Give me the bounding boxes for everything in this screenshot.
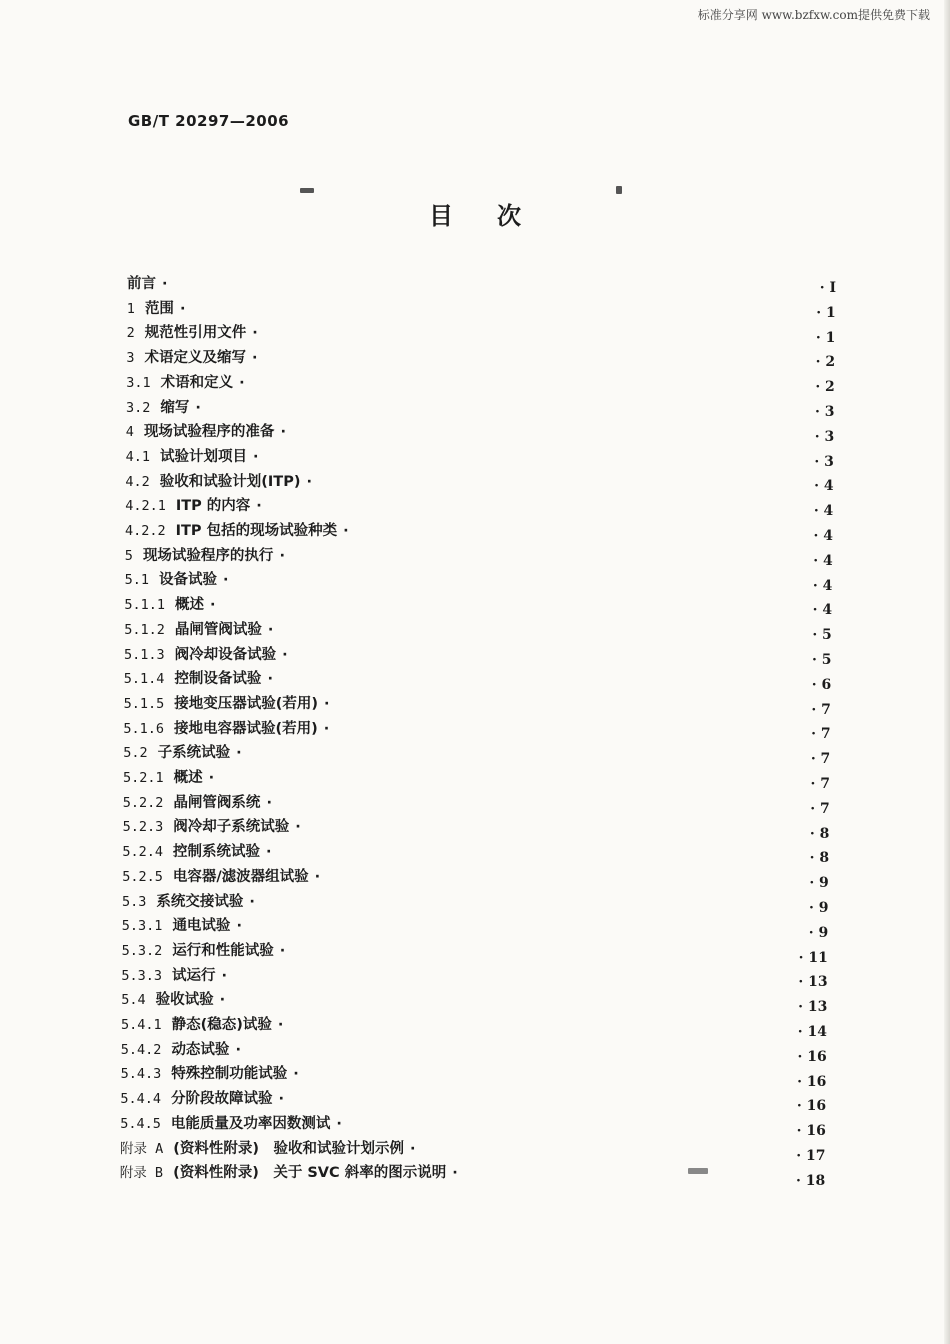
toc-entry[interactable] xyxy=(121,1038,241,1059)
toc-page-number: · 9 xyxy=(809,900,829,916)
toc-entry[interactable] xyxy=(123,766,214,787)
toc-leader-dot: · xyxy=(410,1140,416,1157)
toc-leader-dot: · xyxy=(267,621,274,638)
toc-page-number: · 7 xyxy=(811,701,831,718)
toc-section-title: 控制系统试验 xyxy=(173,844,261,861)
toc-entry[interactable] xyxy=(125,519,349,540)
toc-leader-dot: · xyxy=(252,448,259,465)
toc-section-title: (资料性附录) 关于 SVC 斜率的图示说明 xyxy=(173,1165,447,1182)
toc-section-number: 附录 A xyxy=(120,1140,164,1157)
toc-entry[interactable] xyxy=(123,741,241,762)
toc-section-title: 术语定义及缩写 xyxy=(144,350,247,367)
toc-page-number: · 17 xyxy=(796,1148,826,1164)
toc-section-title: 试运行 xyxy=(172,967,216,984)
toc-page-number: · 7 xyxy=(810,751,831,768)
toc-section-title: 控制设备试验 xyxy=(174,671,262,688)
toc-section-title: 设备试验 xyxy=(158,572,217,589)
toc-leader-dot: · xyxy=(314,868,321,885)
toc-entry[interactable] xyxy=(122,914,242,935)
toc-section-title: (资料性附录) 验收和试验计划示例 xyxy=(173,1140,405,1157)
toc-page-number: · 3 xyxy=(814,453,834,470)
toc-section-number: 5.3 xyxy=(122,893,147,910)
toc-page-number: · 8 xyxy=(809,825,830,842)
toc-section-title: 静态(稳态)试验 xyxy=(171,1017,272,1033)
toc-leader-dot: · xyxy=(282,646,288,663)
toc-entry[interactable] xyxy=(120,1161,458,1182)
toc-entry[interactable] xyxy=(124,643,288,664)
toc-page-number: · 11 xyxy=(798,949,828,966)
toc-page-number: · 13 xyxy=(798,999,828,1016)
toc-section-title: 接地电容器试验(若用) xyxy=(174,720,318,737)
toc-page-number: · 7 xyxy=(811,726,831,743)
toc-section-title: 特殊控制功能试验 xyxy=(171,1066,288,1083)
toc-page-number: · 9 xyxy=(809,875,829,892)
toc-section-title: 缩写 xyxy=(160,399,190,416)
toc-section-number: 4.2.2 xyxy=(125,523,166,539)
toc-leader-dot: · xyxy=(295,819,301,836)
toc-section-number: 5.3.2 xyxy=(121,942,163,959)
toc-page-number: · 14 xyxy=(797,1024,827,1040)
toc-page-number: · 1 xyxy=(815,329,836,346)
toc-page-number: · 4 xyxy=(813,528,833,544)
toc-leader-dot: · xyxy=(280,424,286,441)
toc-section-number: 5.1 xyxy=(124,572,149,589)
toc-entry[interactable] xyxy=(122,939,286,960)
toc-section-number: 5.4 xyxy=(121,992,146,1009)
toc-leader-dot: · xyxy=(208,770,215,786)
toc-entry[interactable] xyxy=(124,692,330,713)
toc-page-number: · 13 xyxy=(798,974,828,991)
toc-page-number: · 5 xyxy=(812,627,832,644)
toc-entry[interactable] xyxy=(123,791,272,812)
toc-page-number: · 16 xyxy=(796,1098,827,1115)
toc-leader-dot: · xyxy=(343,523,349,539)
toc-section-number: 4.1 xyxy=(125,448,150,465)
toc-section-title: 概述 xyxy=(175,597,205,614)
toc-page-number: · 2 xyxy=(815,354,836,371)
scan-speck xyxy=(616,186,622,194)
toc-leader-dot: · xyxy=(293,1066,299,1083)
toc-section-number: 5.4.2 xyxy=(120,1041,162,1058)
toc-section-title: 运行和性能试验 xyxy=(172,942,274,959)
toc-entry[interactable] xyxy=(124,593,215,614)
toc-page-number: · 6 xyxy=(811,676,832,693)
scan-speck xyxy=(688,1168,708,1174)
toc-section-title: 晶闸管阀试验 xyxy=(174,621,262,638)
toc-leader-dot: · xyxy=(266,794,272,811)
toc-entry[interactable] xyxy=(122,865,320,886)
toc-section-title: 晶闸管阀系统 xyxy=(173,794,261,811)
toc-section-number: 5.2.1 xyxy=(123,770,164,786)
toc-page-number: · 4 xyxy=(812,577,833,594)
toc-section-number: 4.2 xyxy=(125,473,150,490)
toc-leader-dot: · xyxy=(221,967,228,984)
toc-page-number: · 7 xyxy=(810,776,830,792)
toc-section-number: 3.1 xyxy=(126,374,151,391)
toc-section-title: 子系统试验 xyxy=(157,745,231,762)
toc-page-number: · 16 xyxy=(796,1123,826,1140)
toc-entry[interactable] xyxy=(121,988,225,1009)
toc-page-number: · 2 xyxy=(815,379,835,396)
toc-page-number: · 3 xyxy=(814,428,835,445)
toc-entry[interactable] xyxy=(122,840,271,861)
toc-leader-dot: · xyxy=(252,350,258,367)
toc-page-number: · I xyxy=(819,280,836,296)
toc-entry[interactable] xyxy=(126,346,257,367)
toc-page-number: · 8 xyxy=(809,850,830,867)
toc-page-number: · 16 xyxy=(797,1048,827,1065)
toc-section-title: 范围 xyxy=(144,300,174,317)
toc-leader-dot: · xyxy=(235,1041,241,1058)
toc-entry[interactable] xyxy=(125,494,262,515)
toc-entry[interactable] xyxy=(125,470,312,491)
toc-leader-dot: · xyxy=(222,572,229,589)
toc-entry[interactable] xyxy=(124,618,273,639)
toc-page-number: · 1 xyxy=(816,304,836,321)
toc-leader-dot: · xyxy=(266,844,272,861)
toc-section-title: 现场试验程序的准备 xyxy=(143,424,275,441)
toc-entry[interactable] xyxy=(120,1112,342,1133)
toc-section-number: 附录 B xyxy=(119,1165,164,1182)
standard-number: GB/T 20297—2006 xyxy=(128,112,290,130)
toc-section-number: 5.3.3 xyxy=(121,967,163,984)
toc-leader-dot: · xyxy=(324,695,330,712)
toc-leader-dot: · xyxy=(278,1091,285,1108)
toc-section-title: 阀冷却子系统试验 xyxy=(173,819,290,836)
toc-section-title: 阀冷却设备试验 xyxy=(174,646,277,663)
toc-section-title: 现场试验程序的执行 xyxy=(142,547,274,564)
toc-section-number: 5.1.6 xyxy=(123,720,165,737)
toc-leader-dot: · xyxy=(252,325,258,342)
toc-leader-dot: · xyxy=(162,276,168,292)
toc-section-title: 分阶段故障试验 xyxy=(171,1091,273,1108)
toc-section-number: 5.4.4 xyxy=(120,1091,162,1108)
toc-section-title: 试验计划项目 xyxy=(159,448,247,465)
toc-entry[interactable] xyxy=(126,396,201,417)
toc-section-number: 5.2.4 xyxy=(122,844,164,861)
toc-section-number: 5.2 xyxy=(123,745,148,762)
toc-section-number: 5.1.5 xyxy=(123,695,165,712)
toc-section-number: 2 xyxy=(126,325,135,342)
toc-section-title: 系统交接试验 xyxy=(156,893,244,910)
toc-section-title: ITP 包括的现场试验种类 xyxy=(175,523,338,539)
toc-entry[interactable] xyxy=(126,420,286,441)
toc-entry[interactable] xyxy=(120,1087,284,1108)
toc-entry[interactable] xyxy=(126,371,244,392)
toc-page-number: · 7 xyxy=(810,800,830,817)
toc-section-number: 5.4.3 xyxy=(120,1066,162,1083)
toc-leader-dot: · xyxy=(236,745,242,762)
toc-leader-dot: · xyxy=(277,1017,284,1033)
toc-section-number: 1 xyxy=(126,300,135,317)
toc-leader-dot: · xyxy=(195,399,201,416)
toc-leader-dot: · xyxy=(179,300,186,317)
toc-leader-dot: · xyxy=(236,918,242,935)
toc-leader-dot: · xyxy=(249,893,255,910)
toc-page-number: · 4 xyxy=(813,552,833,569)
toc-leader-dot: · xyxy=(452,1165,458,1182)
toc-page-number: · 3 xyxy=(815,404,835,420)
toc-section-number: 5.2.3 xyxy=(122,819,164,836)
watermark-text: 标准分享网 www.bzfxw.com提供免费下载 xyxy=(697,8,930,22)
toc-entry[interactable] xyxy=(121,964,227,985)
toc-leader-dot: · xyxy=(219,992,226,1009)
toc-entry[interactable] xyxy=(126,445,259,466)
toc-page-number: · 9 xyxy=(808,924,829,941)
toc-leader-dot: · xyxy=(306,473,312,490)
toc-section-number: 5.1.2 xyxy=(124,621,165,638)
toc-entry[interactable] xyxy=(127,272,168,293)
toc-leader-dot: · xyxy=(279,942,286,959)
toc-page-number: · 16 xyxy=(797,1073,827,1090)
toc-section-number: 5.1.4 xyxy=(123,671,165,688)
toc-entry[interactable] xyxy=(127,297,186,318)
toc-section-title: 术语和定义 xyxy=(160,374,234,391)
toc-section-number: 3.2 xyxy=(126,399,151,416)
toc-entry[interactable] xyxy=(123,717,329,738)
toc-entry[interactable] xyxy=(124,667,273,688)
toc-leader-dot: · xyxy=(210,597,216,614)
toc-entry[interactable] xyxy=(125,568,229,589)
toc-leader-dot: · xyxy=(267,671,273,688)
scan-speck xyxy=(300,188,314,193)
toc-page-number: · 4 xyxy=(812,602,833,619)
toc-leader-dot: · xyxy=(323,720,330,737)
toc-section-title: 规范性引用文件 xyxy=(144,325,247,342)
toc-section-title: 动态试验 xyxy=(171,1041,230,1058)
page-edge-shadow xyxy=(944,0,950,1344)
toc-page-number: · 5 xyxy=(812,652,832,668)
toc-section-title: 电容器/滤波器组试验 xyxy=(172,868,309,885)
toc-entry[interactable] xyxy=(121,1013,283,1034)
toc-section-title: ITP 的内容 xyxy=(175,498,251,515)
toc-section-title: 概述 xyxy=(173,770,203,786)
toc-leader-dot: · xyxy=(336,1115,342,1132)
toc-section-title: 前言 xyxy=(127,276,156,292)
toc-leader-dot: · xyxy=(256,498,262,515)
toc-entry[interactable] xyxy=(127,321,258,342)
toc-page-number: · 4 xyxy=(814,478,834,495)
toc-entry[interactable] xyxy=(121,1062,299,1083)
toc-page-number: · 4 xyxy=(813,503,834,520)
toc-section-number: 4.2.1 xyxy=(125,498,166,515)
toc-section-title: 验收试验 xyxy=(155,992,214,1009)
toc-section-number: 5.1.1 xyxy=(124,597,166,614)
toc-section-number: 5.4.1 xyxy=(121,1017,162,1033)
toc-page-number: · 18 xyxy=(795,1172,826,1189)
toc-entry[interactable] xyxy=(123,815,301,836)
toc-section-number: 5.2.2 xyxy=(122,794,164,811)
toc-section-number: 5.2.5 xyxy=(122,868,163,885)
toc-section-number: 3 xyxy=(126,350,135,367)
toc-section-number: 5.4.5 xyxy=(120,1115,161,1132)
toc-leader-dot: · xyxy=(239,374,245,391)
toc-leader-dot: · xyxy=(279,547,285,564)
toc-section-title: 接地变压器试验(若用) xyxy=(174,695,318,712)
toc-section-title: 验收和试验计划(ITP) xyxy=(159,473,301,490)
toc-section-number: 4 xyxy=(125,424,134,441)
toc-entry[interactable] xyxy=(120,1137,416,1158)
toc-section-number: 5.1.3 xyxy=(124,646,165,663)
toc-section-number: 5.3.1 xyxy=(121,918,163,935)
toc-entry[interactable] xyxy=(122,890,255,911)
toc-section-title: 电能质量及功率因数测试 xyxy=(170,1115,331,1132)
toc-section-title: 通电试验 xyxy=(172,918,231,935)
toc-section-number: 5 xyxy=(124,547,133,564)
page-title: 目次 xyxy=(429,202,565,230)
toc-entry[interactable] xyxy=(125,544,285,565)
